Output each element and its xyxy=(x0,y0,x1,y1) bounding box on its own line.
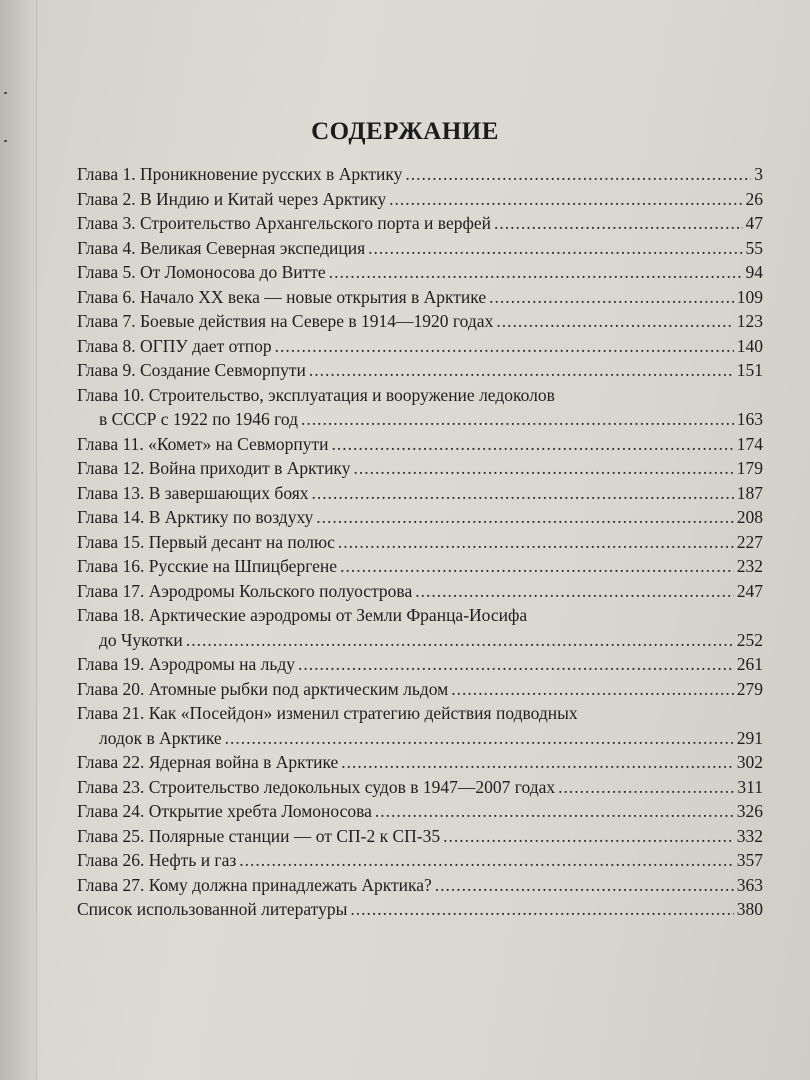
toc-entry-title-first-line: Глава 21. Как «Посейдон» изменил стратегию действия подводных xyxy=(77,703,578,723)
toc-entry-line xyxy=(77,187,763,212)
toc-entry-page-number: 55 xyxy=(745,237,763,258)
toc-entry-title: лодок в Арктике xyxy=(99,727,222,748)
toc-entry[interactable] xyxy=(77,481,763,506)
toc-entry-title: Глава 6. Начало XX века — новые открытия в Арктике xyxy=(77,286,487,307)
toc-entry-line xyxy=(77,481,763,506)
dot-leader xyxy=(186,628,734,653)
toc-entry-line xyxy=(77,285,763,310)
dot-leader xyxy=(341,750,733,775)
dot-leader xyxy=(329,260,743,285)
toc-entry[interactable] xyxy=(77,285,763,310)
toc-entry-line xyxy=(77,309,763,334)
toc-entry-title: Глава 22. Ядерная война в Арктике xyxy=(77,752,339,772)
toc-entry-line xyxy=(77,873,763,898)
toc-entry-page-number: 109 xyxy=(736,286,763,307)
gutter-mark xyxy=(4,92,7,94)
toc-entry-line xyxy=(77,407,763,432)
toc-entry[interactable] xyxy=(77,162,763,187)
dot-leader xyxy=(353,456,733,481)
toc-entry-title: Глава 20. Атомные рыбки под арктическим льдом xyxy=(77,678,449,699)
toc-entry[interactable] xyxy=(77,701,763,750)
toc-entry[interactable] xyxy=(77,848,763,873)
toc-entry-page-number: 232 xyxy=(736,556,763,576)
toc-entry-title: Глава 13. В завершающих боях xyxy=(77,482,309,503)
dot-leader xyxy=(451,677,734,702)
toc-entry[interactable] xyxy=(77,603,763,652)
toc-entry-title: Глава 16. Русские на Шпицбергене xyxy=(77,556,338,576)
toc-entry-title: Глава 24. Открытие хребта Ломоносова xyxy=(77,801,372,821)
toc-entry[interactable] xyxy=(77,383,763,432)
toc-entry-title: Глава 12. Война приходит в Арктику xyxy=(77,458,351,478)
dot-leader xyxy=(316,505,733,530)
toc-entry-line xyxy=(77,799,763,824)
toc-entry-title: Глава 23. Строительство ледокольных судов в 1947—2007 годах xyxy=(77,776,556,797)
toc-entry-line xyxy=(77,726,763,751)
toc-entry-line xyxy=(77,848,763,873)
toc-entry[interactable] xyxy=(77,750,763,775)
toc-entry-line xyxy=(77,358,763,383)
toc-entry-page-number: 174 xyxy=(736,433,763,454)
toc-entry-page-number: 163 xyxy=(736,409,763,429)
toc-entry-line xyxy=(77,677,763,702)
table-of-contents xyxy=(77,162,763,922)
toc-entry-title: Глава 15. Первый десант на полюс xyxy=(77,531,335,552)
dot-leader xyxy=(312,481,734,506)
dot-leader xyxy=(340,554,734,579)
toc-entry-page-number: 326 xyxy=(736,801,763,821)
toc-entry[interactable] xyxy=(77,187,763,212)
toc-entry-page-number: 291 xyxy=(736,727,763,748)
toc-entry-page-number: 302 xyxy=(736,752,763,772)
dot-leader xyxy=(496,309,733,334)
toc-entry-line xyxy=(77,554,763,579)
dot-leader xyxy=(338,530,734,555)
toc-entry-line xyxy=(77,579,763,604)
toc-entry-title: Глава 11. «Комет» на Севморпути xyxy=(77,433,329,454)
toc-entry[interactable] xyxy=(77,775,763,800)
toc-entry[interactable] xyxy=(77,236,763,261)
dot-leader xyxy=(435,873,734,898)
toc-entry-title: в СССР с 1922 по 1946 год xyxy=(99,409,299,429)
dot-leader xyxy=(389,187,742,212)
dot-leader xyxy=(415,579,734,604)
toc-entry[interactable] xyxy=(77,677,763,702)
toc-entry-title: Глава 7. Боевые действия на Севере в 1914—1920 годах xyxy=(77,311,494,331)
toc-entry-line xyxy=(77,530,763,555)
toc-entry-title: Глава 27. Кому должна принадлежать Арктика? xyxy=(77,874,432,895)
toc-entry[interactable] xyxy=(77,505,763,530)
toc-entry[interactable] xyxy=(77,554,763,579)
toc-entry[interactable] xyxy=(77,579,763,604)
toc-entry-page-number: 179 xyxy=(736,458,763,478)
toc-entry-title: Глава 3. Строительство Архангельского порта и верфей xyxy=(77,213,491,233)
toc-entry-page-number: 3 xyxy=(754,164,763,184)
toc-entry-line xyxy=(77,260,763,285)
toc-entry-page-number: 247 xyxy=(736,580,763,601)
dot-leader xyxy=(558,775,734,800)
toc-entry-title-first-line: Глава 10. Строительство, эксплуатация и вооружение ледоколов xyxy=(77,384,555,405)
toc-entry[interactable] xyxy=(77,530,763,555)
dot-leader xyxy=(225,726,734,751)
toc-entry[interactable] xyxy=(77,456,763,481)
toc-entry-title-first-line: Глава 18. Арктические аэродромы от Земли Франца-Иосифа xyxy=(77,605,528,625)
toc-entry-page-number: 208 xyxy=(736,507,763,527)
dot-leader xyxy=(368,236,742,261)
toc-entry[interactable] xyxy=(77,824,763,849)
toc-entry-title: Глава 19. Аэродромы на льду xyxy=(77,654,296,674)
toc-entry-page-number: 380 xyxy=(736,899,763,919)
dot-leader xyxy=(375,799,734,824)
toc-entry-page-number: 151 xyxy=(736,360,763,380)
toc-entry[interactable] xyxy=(77,873,763,898)
toc-entry-title: Глава 8. ОГПУ дает отпор xyxy=(77,335,272,356)
dot-leader xyxy=(405,162,751,187)
toc-entry-page-number: 357 xyxy=(736,850,763,870)
toc-entry-title: Глава 25. Полярные станции — от СП-2 к СП-35 xyxy=(77,825,441,846)
page-title: СОДЕРЖАНИЕ xyxy=(311,118,499,145)
dot-leader xyxy=(298,652,734,677)
toc-entry-title: Глава 1. Проникновение русских в Арктику xyxy=(77,164,403,184)
toc-entry-line xyxy=(77,334,763,359)
toc-entry-page-number: 123 xyxy=(736,311,763,331)
dot-leader xyxy=(443,824,734,849)
toc-entry-page-number: 252 xyxy=(736,629,763,650)
dot-leader xyxy=(494,211,743,236)
dot-leader xyxy=(301,407,734,432)
toc-entry-title: Глава 17. Аэродромы Кольского полуострова xyxy=(77,580,413,601)
toc-entry-page-number: 94 xyxy=(745,262,763,282)
toc-entry-line xyxy=(77,750,763,775)
dot-leader xyxy=(332,432,734,457)
toc-entry-title: Список использованной литературы xyxy=(77,899,348,919)
toc-entry-line xyxy=(77,824,763,849)
toc-entry-page-number: 187 xyxy=(736,482,763,503)
dot-leader xyxy=(309,358,734,383)
toc-entry-line xyxy=(77,211,763,236)
toc-entry[interactable] xyxy=(77,799,763,824)
toc-entry-line xyxy=(77,505,763,530)
toc-entry-title: Глава 5. От Ломоносова до Витте xyxy=(77,262,326,282)
page-gutter xyxy=(0,0,37,1080)
toc-entry-line xyxy=(77,236,763,261)
dot-leader xyxy=(350,897,733,922)
toc-entry[interactable] xyxy=(77,309,763,334)
toc-entry[interactable] xyxy=(77,211,763,236)
toc-entry-title: Глава 9. Создание Севморпути xyxy=(77,360,306,380)
toc-entry-page-number: 261 xyxy=(736,654,763,674)
toc-entry[interactable] xyxy=(77,334,763,359)
toc-entry-page-number: 140 xyxy=(736,335,763,356)
toc-entry[interactable] xyxy=(77,652,763,677)
toc-entry-page-number: 363 xyxy=(736,874,763,895)
toc-entry[interactable] xyxy=(77,260,763,285)
toc-entry-page-number: 279 xyxy=(736,678,763,699)
toc-entry[interactable] xyxy=(77,897,763,922)
dot-leader xyxy=(489,285,734,310)
toc-entry-line xyxy=(77,652,763,677)
toc-entry-page-number: 311 xyxy=(737,776,763,797)
toc-entry-line xyxy=(77,775,763,800)
toc-entry-page-number: 332 xyxy=(736,825,763,846)
toc-entry[interactable] xyxy=(77,358,763,383)
toc-entry-page-number: 47 xyxy=(745,213,763,233)
toc-entry-title: Глава 14. В Арктику по воздуху xyxy=(77,507,314,527)
toc-entry-page-number: 227 xyxy=(736,531,763,552)
toc-entry[interactable] xyxy=(77,432,763,457)
dot-leader xyxy=(239,848,733,873)
dot-leader xyxy=(275,334,734,359)
toc-entry-line xyxy=(77,628,763,653)
toc-entry-title: до Чукотки xyxy=(99,629,183,650)
toc-entry-line xyxy=(77,162,763,187)
toc-entry-page-number: 26 xyxy=(745,188,763,209)
toc-entry-title: Глава 26. Нефть и газ xyxy=(77,850,237,870)
toc-entry-line xyxy=(77,897,763,922)
toc-entry-title: Глава 2. В Индию и Китай через Арктику xyxy=(77,188,387,209)
toc-entry-title: Глава 4. Великая Северная экспедиция xyxy=(77,237,366,258)
toc-entry-line xyxy=(77,456,763,481)
toc-entry-line xyxy=(77,432,763,457)
